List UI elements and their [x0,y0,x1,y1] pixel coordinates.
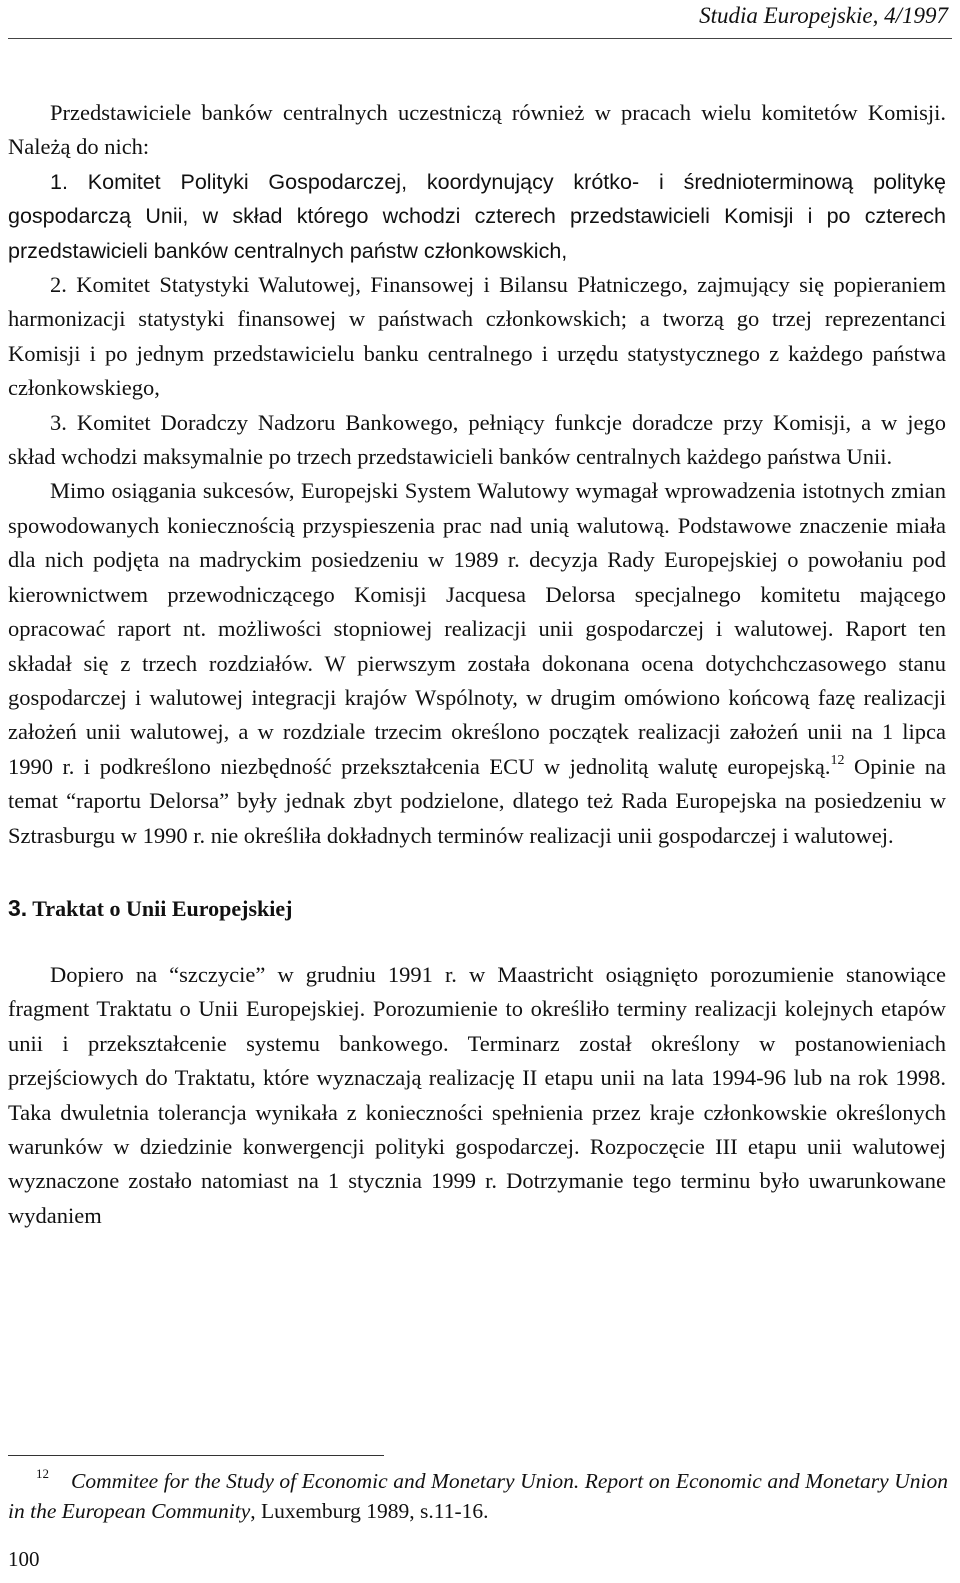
section-title: Traktat o Unii Europejskiej [32,895,293,921]
footnote-mark: 12 [36,1466,49,1481]
paragraph-maastricht: Dopiero na “szczycie” w grudniu 1991 r. w Maastricht osiągnięto porozumienie stanowiące fragment Traktatu o Unii Europejskiej. Porozumienie to określiło terminy realizacji kolejnych etapów unii i przekształcenie systemu bankowego. Terminarz został określony w postanowieniach przejściowych do Traktatu, które wyznaczają realizację II etapu unii na lata 1994-96 lub na rok 1998. Taka dwuletnia tolerancja wynikała z konieczności spełnienia przez kraje członkowskie określonych warunków w dziedzinie konwergencji polityki gospodarczej. Rozpoczęcie III etapu unii walutowej wyznaczone zostało natomiast na 1 stycznia 1999 r. Dotrzymanie tego terminu było uwarunkowane wydaniem [8,961,946,1228]
header-rule [8,38,952,39]
section-number: 3. [8,894,28,921]
paragraph-delors-text-b: Opinie na temat “raportu Delorsa” były jednak zbyt podzielone, dlatego też Rada Europejska na posiedzeniu w Sztrasburgu w 1990 r. nie określiła dokładnych terminów realizacji unii gospodarczej i walutowej. [8,753,947,848]
footnote [8,1466,948,1526]
list-item-committee-2: 2. Komitet Statystyki Walutowej, Finansowej i Bilansu Płatniczego, zajmujący się popieraniem harmonizacji statystyki finansowej w państwach członkowskich; a tworzą go trzej reprezentanci Komisji i po jednym przedstawicielu banku centralnego i urzędu statystycznego z każdego państwa członkowskiego, [8,272,946,401]
page-number: 100 [8,1547,40,1571]
list-item-committee-1: 1. Komitet Polityki Gospodarczej, koordynujący krótko- i średnioterminową politykę gospodarczą Unii, w skład którego wchodzi czterech przedstawicieli Komisji i po czterech przedstawicieli banków centralnych państw członkowskich, [8,169,946,263]
footnote-italic-text: Commitee for the Study of Economic and Monetary Union. Report on Economic and Monetary Union in the European Community [8,1469,948,1523]
footnote-plain-text: , Luxemburg 1989, s.11-16. [250,1499,489,1523]
paragraph-intro: Przedstawiciele banków centralnych uczestniczą również w pracach wielu komitetów Komisji. Należą do nich: [8,100,946,160]
footnote-reference: 12 [830,752,845,768]
section-heading [8,893,946,924]
list-item-committee-3: 3. Komitet Doradczy Nadzoru Bankowego, pełniący funkcje doradcze przy Komisji, a w jego skład wchodzi maksymalnie po trzech przedstawicieli banków centralnych każdego państwa Unii. [8,409,946,470]
body-text [8,96,946,1233]
paragraph-delors-report [8,474,946,852]
running-header: Studia Europejskie, 4/1997 [699,3,948,28]
footnote-rule [8,1455,384,1456]
paragraph-delors-text-a: Mimo osiągania sukcesów, Europejski System Walutowy wymagał wprowadzenia istotnych zmian spowodowanych koniecznością przyspieszenia prac nad unią walutową. Podstawowe znaczenie miała dla nich podjęta na madryckim posiedzeniu w 1989 r. decyzja Rady Europejskiej o powołaniu pod kierownictwem przewodniczącego Komisji Jacquesa Delorsa specjalnego komitetu mającego opracować raport nt. możliwości stopniowej realizacji unii gospodarczej i walutowej. Raport ten składał się z trzech rozdziałów. W pierwszym została dokonana ocena dotychchczasowego stanu gospodarczej i walutowej integracji krajów Wspólnoty, w drugim omówiono końcową fazę realizacji założeń unii walutowej, a w rozdziale trzecim określono początek realizacji założeń unii na 1 lipca 1990 r. i podkreślono niezbędność przekształcenia ECU w jednolitą walutę europejską. [8,478,946,779]
